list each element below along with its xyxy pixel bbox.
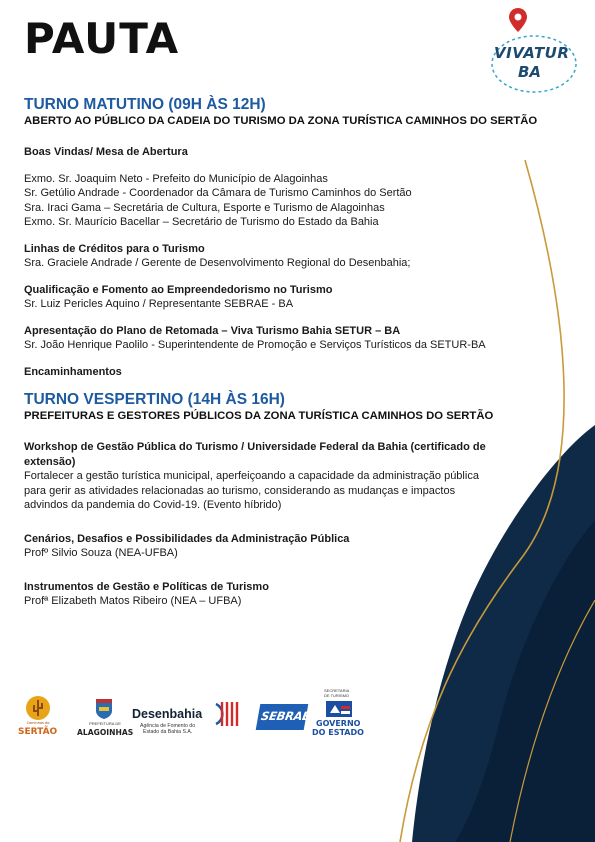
welcome-person: Sr. Getúlio Andrade - Coordenador da Câmara de Turismo Caminhos do Sertão (24, 187, 412, 199)
workshop-description: para gerir as atividades relacionadas ao turismo, considerando as mudanças e impactos (24, 484, 456, 497)
sertao-logo-text: SERTÃO (18, 727, 58, 737)
desenbahia-stripes-icon (214, 701, 242, 727)
desenbahia-logo (132, 698, 228, 742)
sertao-logo (20, 694, 56, 740)
alagoinhas-logo-small: PREFEITURA DE (89, 721, 121, 726)
instruments-person: Profª Elizabeth Matos Ribeiro (NEA – UFBA) (24, 595, 242, 607)
plan-person: Sr. João Henrique Paolilo - Superintendente de Promoção e Serviços Turísticos da SETUR-BA (24, 339, 486, 351)
sertao-logo-small: Caminhos do (26, 721, 50, 725)
credit-title: Linhas de Créditos para o Turismo (24, 242, 205, 255)
morning-shift-subtitle: ABERTO AO PÚBLICO DA CADEIA DO TURISMO DA ZONA TURÍSTICA CAMINHOS DO SERTÃO (24, 115, 538, 127)
logo-text-line2: BA (518, 63, 542, 81)
scenarios-person: Profº Silvio Souza (NEA-UFBA) (24, 547, 178, 559)
coat-of-arms-icon (96, 699, 112, 719)
sebrae-logo (256, 704, 312, 730)
welcome-title: Boas Vindas/ Mesa de Abertura (24, 146, 188, 158)
workshop-title-cont: extensão) (24, 455, 76, 468)
map-pin-icon (509, 8, 527, 32)
page-title: PAUTA (24, 14, 180, 63)
governo-logo-line2: DO ESTADO (312, 728, 364, 737)
scenarios-title: Cenários, Desafios e Possibilidades da Administração Pública (24, 532, 350, 545)
welcome-person: Exmo. Sr. Maurício Bacellar – Secretário de Turismo do Estado da Bahia (24, 216, 379, 228)
credit-person: Sra. Graciele Andrade / Gerente de Desenvolvimento Regional do Desenbahia; (24, 257, 411, 269)
alagoinhas-logo-text: ALAGOINHAS (77, 728, 134, 737)
welcome-person: Exmo. Sr. Joaquim Neto - Prefeito do Município de Alagoinhas (24, 172, 328, 185)
plan-title: Apresentação do Plano de Retomada – Viva Turismo Bahia SETUR – BA (24, 324, 401, 337)
governo-logo-top-2: DE TURISMO (324, 693, 350, 698)
agenda-content (24, 96, 544, 609)
alagoinhas-logo (76, 696, 134, 740)
workshop-title: Workshop de Gestão Pública do Turismo / Universidade Federal da Bahia (certificado de (24, 441, 486, 453)
sebrae-logo-text: SEBRAE (259, 709, 312, 723)
instruments-title: Instrumentos de Gestão e Políticas de Turismo (24, 580, 269, 593)
qualification-person: Sr. Luiz Pericles Aquino / Representante SEBRAE - BA (24, 298, 294, 310)
logo-text-line1: VIVATUR (494, 44, 570, 62)
governo-logo (312, 690, 366, 742)
afternoon-shift-subtitle: PREFEITURAS E GESTORES PÚBLICOS DA ZONA TURÍSTICA CAMINHOS DO SERTÃO (24, 410, 494, 422)
welcome-person: Sra. Iraci Gama – Secretária de Cultura, Esporte e Turismo de Alagoinhas (24, 201, 385, 214)
partner-logos (18, 688, 364, 742)
closing-item: Encaminhamentos (24, 365, 122, 378)
workshop-description: Fortalecer a gestão turística municipal, aperfeiçoando a capacidade da administração pública (24, 470, 479, 482)
desenbahia-tagline-1: Agência de Fomento do (140, 723, 196, 729)
governo-logo-line1: GOVERNO (316, 719, 361, 728)
governo-logo-top-1: SECRETARIA (324, 688, 350, 693)
bahia-flag-icon (326, 701, 352, 717)
qualification-title: Qualificação e Fomento ao Empreendedorismo no Turismo (24, 283, 333, 296)
desenbahia-tagline-2: Estado da Bahia S.A. (143, 729, 193, 735)
afternoon-shift-title: TURNO VESPERTINO (14H ÀS 16H) (24, 391, 285, 408)
desenbahia-logo-text: Desenbahia (132, 707, 203, 721)
morning-shift-title: TURNO MATUTINO (09H ÀS 12H) (24, 96, 266, 113)
vivatur-logo (488, 6, 580, 102)
workshop-description: advindos da pandemia do Covid-19. (Evento híbrido) (24, 499, 282, 511)
